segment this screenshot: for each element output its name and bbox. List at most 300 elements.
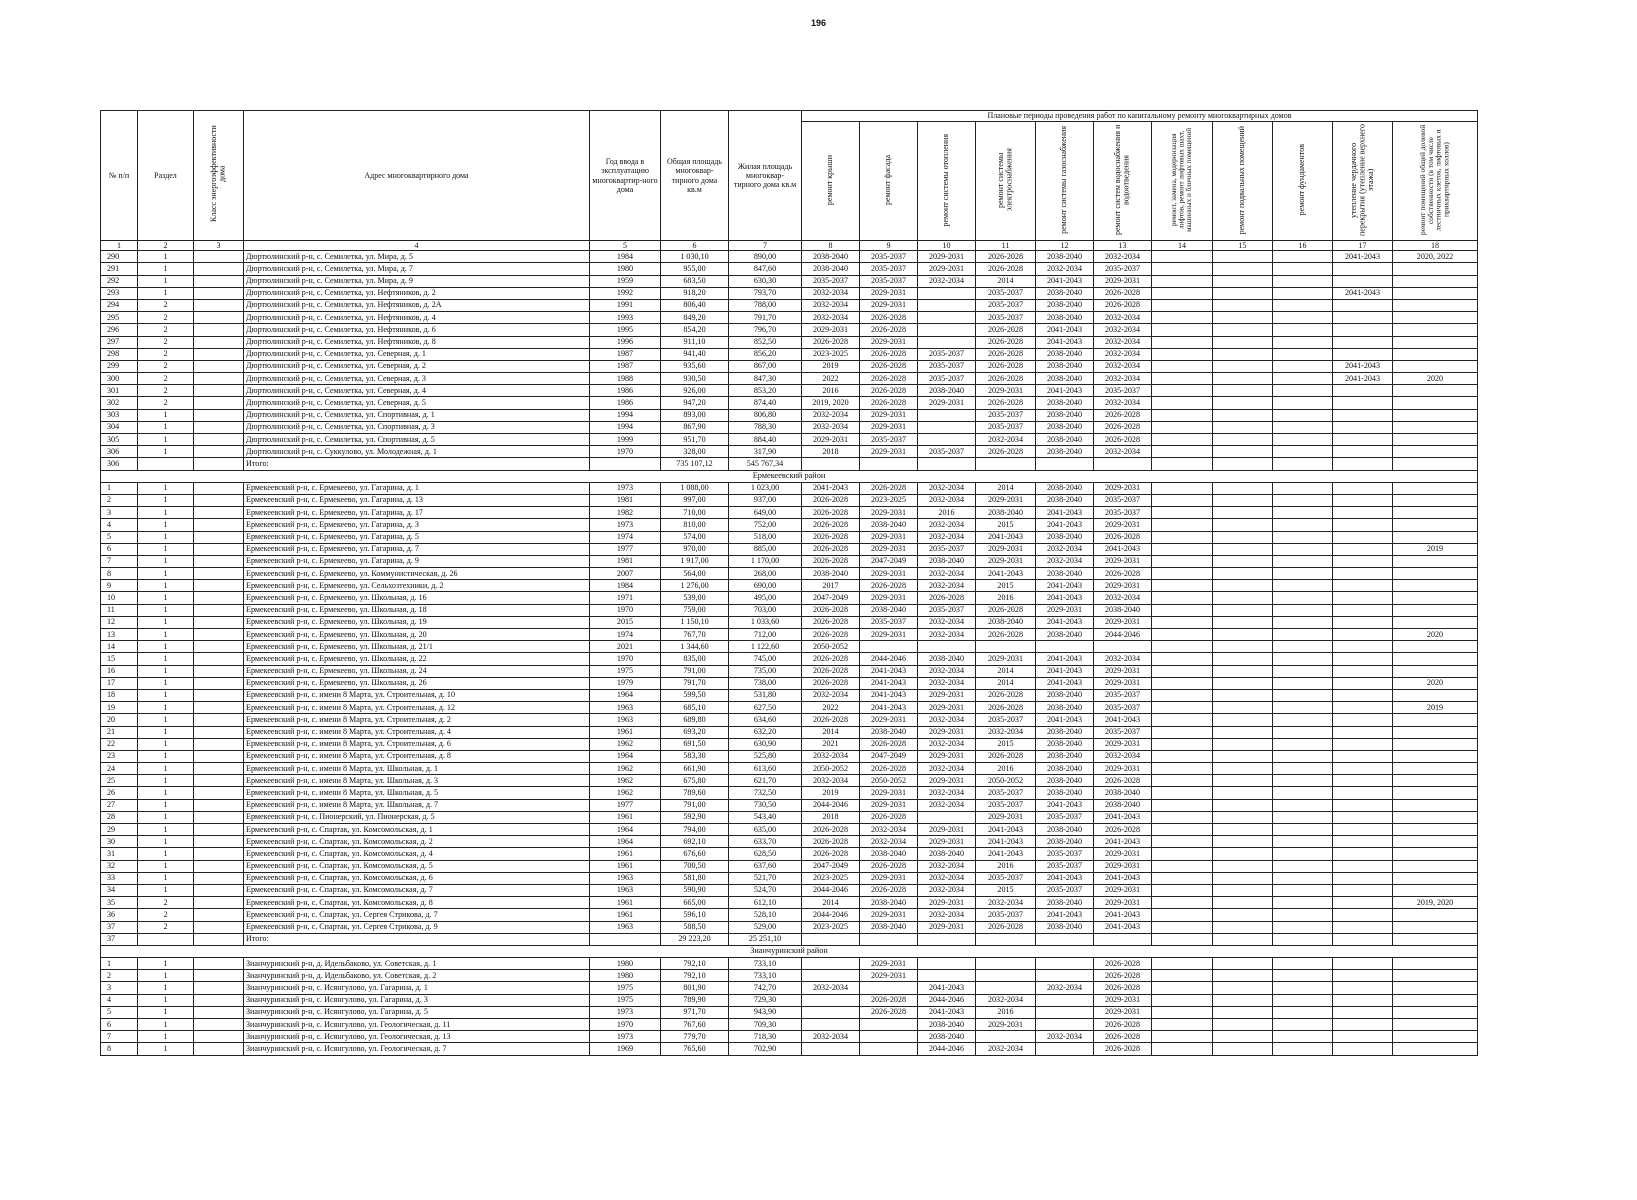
- row-number: 37: [101, 921, 138, 933]
- period-cell: 2041-2043: [1333, 360, 1393, 372]
- table-row: [101, 1031, 1478, 1043]
- period-cell: [1152, 1006, 1213, 1018]
- period-cell: [918, 324, 976, 336]
- period-cell: [1152, 604, 1213, 616]
- col-number: 16: [1273, 241, 1333, 251]
- section-cell: 1: [138, 494, 194, 506]
- period-cell: 2026-2028: [1094, 287, 1152, 299]
- table-row: [101, 714, 1478, 726]
- col-header-basement: ремонт подвальных помещений: [1213, 122, 1273, 241]
- period-cell: 2029-2031: [918, 689, 976, 701]
- period-cell: [1393, 434, 1478, 446]
- energy-class-cell: [194, 641, 244, 653]
- living-area-cell: 796,70: [729, 324, 802, 336]
- period-cell: [1152, 738, 1213, 750]
- period-cell: 2047-2049: [802, 860, 860, 872]
- period-cell: [1273, 1031, 1333, 1043]
- period-cell: [1152, 726, 1213, 738]
- period-cell: [1152, 275, 1213, 287]
- period-cell: [1273, 641, 1333, 653]
- period-cell: 2041-2043: [1036, 714, 1094, 726]
- section-cell: 1: [138, 653, 194, 665]
- period-cell: [1333, 312, 1393, 324]
- period-cell: 2019, 2020: [1393, 897, 1478, 909]
- total-area-cell: 970,00: [661, 543, 729, 555]
- period-cell: [918, 434, 976, 446]
- col-header-heating: ремонт системы отопления: [918, 122, 976, 241]
- section-cell: 2: [138, 336, 194, 348]
- period-cell: [802, 1019, 860, 1031]
- period-cell: [1213, 385, 1273, 397]
- year-cell: 1962: [590, 763, 661, 775]
- col-number: 8: [802, 241, 860, 251]
- row-number: 23: [101, 750, 138, 762]
- period-cell: [918, 409, 976, 421]
- col-header-elevators: ремонт, замена, модернизация лифтов, ремонт лифтовых шахт, машинных и блочных помещений: [1152, 122, 1213, 241]
- period-cell: [1152, 1031, 1213, 1043]
- period-cell: [1036, 1019, 1094, 1031]
- period-cell: 2029-2031: [860, 714, 918, 726]
- period-cell: 2021: [802, 738, 860, 750]
- period-cell: 2016: [976, 592, 1036, 604]
- period-cell: [1213, 653, 1273, 665]
- period-cell: 2032-2034: [1094, 592, 1152, 604]
- period-cell: [802, 958, 860, 970]
- address-cell: Ермекеевский р-н, с. имени 8 Марта, ул. Строительная, д. 8: [244, 750, 590, 762]
- period-cell: [1393, 824, 1478, 836]
- year-cell: 1962: [590, 787, 661, 799]
- col-header-number: № п/п: [101, 111, 138, 241]
- table-row: [101, 677, 1478, 689]
- period-cell: 2041-2043: [1036, 592, 1094, 604]
- living-area-cell: 703,00: [729, 604, 802, 616]
- total-area-cell: 710,00: [661, 507, 729, 519]
- period-cell: [860, 982, 918, 994]
- energy-class-cell: [194, 324, 244, 336]
- period-cell: 2029-2031: [860, 592, 918, 604]
- living-area-cell: 884,40: [729, 434, 802, 446]
- period-cell: [1152, 397, 1213, 409]
- period-cell: 2029-2031: [976, 385, 1036, 397]
- period-cell: 2029-2031: [860, 446, 918, 458]
- period-cell: 2014: [976, 665, 1036, 677]
- period-cell: [1213, 446, 1273, 458]
- section-cell: 2: [138, 312, 194, 324]
- energy-class-cell: [194, 653, 244, 665]
- period-cell: 2018: [802, 811, 860, 823]
- section-cell: 2: [138, 373, 194, 385]
- period-cell: 2023-2025: [802, 348, 860, 360]
- period-cell: [1393, 299, 1478, 311]
- period-cell: [1333, 750, 1393, 762]
- section-cell: 1: [138, 884, 194, 896]
- period-cell: [1152, 958, 1213, 970]
- total-area-cell: 564,00: [661, 568, 729, 580]
- period-cell: [1393, 836, 1478, 848]
- row-number: 5: [101, 531, 138, 543]
- living-area-cell: 791,70: [729, 312, 802, 324]
- year-cell: 1995: [590, 324, 661, 336]
- year-cell: 1973: [590, 1006, 661, 1018]
- period-cell: [1036, 1006, 1094, 1018]
- period-cell: [1152, 287, 1213, 299]
- row-number: 3: [101, 982, 138, 994]
- total-area-cell: 1 276,00: [661, 580, 729, 592]
- period-cell: [1393, 324, 1478, 336]
- total-area-cell: 930,50: [661, 373, 729, 385]
- row-number: 306: [101, 446, 138, 458]
- total-area-cell: 791,70: [661, 677, 729, 689]
- period-cell: 2041-2043: [1094, 811, 1152, 823]
- energy-class-cell: [194, 580, 244, 592]
- period-cell: 2032-2034: [802, 1031, 860, 1043]
- table-row: [101, 897, 1478, 909]
- living-area-cell: 524,70: [729, 884, 802, 896]
- address-cell: Дюртюлинский р-н, с. Семилетка, ул. Мира, д. 9: [244, 275, 590, 287]
- period-cell: [1333, 763, 1393, 775]
- total-area-cell: 789,60: [661, 787, 729, 799]
- year-cell: 1970: [590, 604, 661, 616]
- period-cell: 2038-2040: [918, 1019, 976, 1031]
- row-number: 5: [101, 1006, 138, 1018]
- table-row: [101, 275, 1478, 287]
- period-cell: 2015: [976, 738, 1036, 750]
- row-number: 12: [101, 616, 138, 628]
- period-cell: 2014: [802, 897, 860, 909]
- period-cell: [1152, 409, 1213, 421]
- period-cell: 2019: [802, 360, 860, 372]
- year-cell: 1973: [590, 482, 661, 494]
- section-cell: 1: [138, 726, 194, 738]
- period-cell: [1213, 616, 1273, 628]
- energy-class-cell: [194, 1019, 244, 1031]
- address-cell: Ермекеевский р-н, с. имени 8 Марта, ул. Строительная, д. 4: [244, 726, 590, 738]
- table-row: [101, 604, 1478, 616]
- address-cell: Ермекеевский р-н, с. Ермекеево, ул. Школьная, д. 22: [244, 653, 590, 665]
- period-cell: [1273, 848, 1333, 860]
- row-number: 301: [101, 385, 138, 397]
- period-cell: 2038-2040: [1036, 373, 1094, 385]
- period-cell: 2038-2040: [976, 507, 1036, 519]
- period-cell: [1273, 775, 1333, 787]
- period-cell: [976, 982, 1036, 994]
- address-cell: Ермекеевский р-н, с. имени 8 Марта, ул. Школьная, д. 3: [244, 775, 590, 787]
- period-cell: [1273, 275, 1333, 287]
- period-cell: 2016: [976, 763, 1036, 775]
- living-area-cell: 628,50: [729, 848, 802, 860]
- period-cell: 2038-2040: [918, 653, 976, 665]
- table-row: [101, 336, 1478, 348]
- period-cell: 2026-2028: [1094, 421, 1152, 433]
- period-cell: 2026-2028: [860, 312, 918, 324]
- section-cell: 2: [138, 909, 194, 921]
- year-cell: 1987: [590, 360, 661, 372]
- period-cell: [1213, 689, 1273, 701]
- period-cell: [1393, 726, 1478, 738]
- year-cell: 1987: [590, 348, 661, 360]
- table-row: [101, 921, 1478, 933]
- period-cell: 2029-2031: [1094, 555, 1152, 567]
- year-cell: 1963: [590, 872, 661, 884]
- total-area-cell: 792,10: [661, 970, 729, 982]
- period-cell: [1393, 872, 1478, 884]
- row-number: 19: [101, 702, 138, 714]
- address-cell: Ермекеевский р-н, с. имени 8 Марта, ул. Строительная, д. 2: [244, 714, 590, 726]
- row-number: 290: [101, 251, 138, 263]
- period-cell: [1393, 1019, 1478, 1031]
- period-cell: 2026-2028: [802, 629, 860, 641]
- period-cell: [1393, 616, 1478, 628]
- period-cell: [1273, 531, 1333, 543]
- section-cell: 1: [138, 738, 194, 750]
- period-cell: 2041-2043: [1036, 653, 1094, 665]
- period-cell: [1152, 555, 1213, 567]
- table-row: [101, 348, 1478, 360]
- period-cell: 2035-2037: [1094, 689, 1152, 701]
- period-cell: [1393, 933, 1478, 945]
- section-cell: 1: [138, 251, 194, 263]
- total-area-cell: 955,00: [661, 263, 729, 275]
- period-cell: [1213, 555, 1273, 567]
- living-area-cell: 856,20: [729, 348, 802, 360]
- address-cell: Ермекеевский р-н, с. Спартак, ул. Комсомольская, д. 8: [244, 897, 590, 909]
- period-cell: [1152, 543, 1213, 555]
- period-cell: 2029-2031: [1094, 482, 1152, 494]
- year-cell: 1973: [590, 519, 661, 531]
- period-cell: [1152, 482, 1213, 494]
- row-number: 2: [101, 970, 138, 982]
- period-cell: [1273, 933, 1333, 945]
- section-cell: 1: [138, 531, 194, 543]
- year-cell: 1979: [590, 677, 661, 689]
- period-cell: 2032-2034: [802, 299, 860, 311]
- period-cell: 2023-2025: [860, 494, 918, 506]
- year-cell: 1961: [590, 848, 661, 860]
- period-cell: [1393, 580, 1478, 592]
- table-body: [101, 251, 1478, 1055]
- col-header-year: Год ввода в эксплуатацию многоквартир-ного дома: [590, 111, 661, 241]
- period-cell: [1213, 568, 1273, 580]
- energy-class-cell: [194, 824, 244, 836]
- row-number: 1: [101, 958, 138, 970]
- section-cell: 1: [138, 1043, 194, 1055]
- period-cell: [1333, 543, 1393, 555]
- period-cell: [1273, 592, 1333, 604]
- row-number: 298: [101, 348, 138, 360]
- address-cell: Дюртюлинский р-н, с. Семилетка, ул. Мира, д. 7: [244, 263, 590, 275]
- period-cell: 2041-2043: [860, 689, 918, 701]
- energy-class-cell: [194, 312, 244, 324]
- energy-class-cell: [194, 287, 244, 299]
- district-row: [101, 945, 1478, 957]
- row-number: 28: [101, 811, 138, 823]
- period-cell: [802, 458, 860, 470]
- period-cell: 2032-2034: [1036, 543, 1094, 555]
- period-cell: [1393, 519, 1478, 531]
- period-cell: [1152, 299, 1213, 311]
- energy-class-cell: [194, 811, 244, 823]
- period-cell: [1393, 275, 1478, 287]
- period-cell: 2026-2028: [860, 373, 918, 385]
- period-cell: [1273, 434, 1333, 446]
- address-cell: Зианчуринский р-н, с. Исянгулово, ул. Геологическая, д. 7: [244, 1043, 590, 1055]
- energy-class-cell: [194, 677, 244, 689]
- period-cell: [1273, 385, 1333, 397]
- table-row: [101, 592, 1478, 604]
- section-cell: 1: [138, 263, 194, 275]
- period-cell: [1393, 884, 1478, 896]
- total-label: Итого:: [244, 933, 590, 945]
- address-cell: Дюртюлинский р-н, с. Семилетка, ул. Северная, д. 5: [244, 397, 590, 409]
- energy-class-cell: [194, 531, 244, 543]
- period-cell: [1333, 714, 1393, 726]
- energy-class-cell: [194, 714, 244, 726]
- period-cell: 2032-2034: [860, 824, 918, 836]
- period-cell: [1333, 421, 1393, 433]
- period-cell: 2032-2034: [802, 982, 860, 994]
- period-cell: [1036, 1043, 1094, 1055]
- period-cell: 2026-2028: [976, 336, 1036, 348]
- period-cell: 2016: [918, 507, 976, 519]
- row-number: 35: [101, 897, 138, 909]
- total-area-cell: 700,50: [661, 860, 729, 872]
- address-cell: Ермекеевский р-н, с. имени 8 Марта, ул. Строительная, д. 12: [244, 702, 590, 714]
- year-cell: 1981: [590, 494, 661, 506]
- period-cell: 2041-2043: [1036, 324, 1094, 336]
- year-cell: 1974: [590, 531, 661, 543]
- period-cell: [1213, 1019, 1273, 1031]
- living-area-cell: 1 170,00: [729, 555, 802, 567]
- period-cell: 2026-2028: [1094, 958, 1152, 970]
- period-cell: 2029-2031: [976, 653, 1036, 665]
- section-cell: 1: [138, 1006, 194, 1018]
- period-cell: [802, 1006, 860, 1018]
- table-row: [101, 860, 1478, 872]
- period-cell: 2032-2034: [918, 580, 976, 592]
- total-area-cell: 849,20: [661, 312, 729, 324]
- address-cell: Ермекеевский р-н, с. Ермекеево, ул. Гагарина, д. 5: [244, 531, 590, 543]
- table-row: [101, 251, 1478, 263]
- period-cell: [1152, 799, 1213, 811]
- address-cell: Ермекеевский р-н, с. Ермекеево, ул. Гагарина, д. 13: [244, 494, 590, 506]
- year-cell: 1962: [590, 775, 661, 787]
- period-cell: 2038-2040: [1036, 251, 1094, 263]
- period-cell: [1152, 702, 1213, 714]
- energy-class-cell: [194, 519, 244, 531]
- total-label: Итого:: [244, 458, 590, 470]
- period-cell: [1333, 884, 1393, 896]
- col-header-facade: ремонт фасада: [860, 122, 918, 241]
- period-cell: [1213, 336, 1273, 348]
- period-cell: [1152, 970, 1213, 982]
- total-area-cell: 1 088,00: [661, 482, 729, 494]
- living-area-cell: 613,60: [729, 763, 802, 775]
- year-cell: 1963: [590, 921, 661, 933]
- period-cell: [1333, 897, 1393, 909]
- period-cell: [1213, 726, 1273, 738]
- period-cell: 2038-2040: [802, 251, 860, 263]
- period-cell: 2026-2028: [976, 921, 1036, 933]
- address-cell: Ермекеевский р-н, с. имени 8 Марта, ул. Школьная, д. 1: [244, 763, 590, 775]
- period-cell: [1333, 702, 1393, 714]
- period-cell: 2041-2043: [1094, 872, 1152, 884]
- period-cell: 2038-2040: [1036, 446, 1094, 458]
- period-cell: 2026-2028: [860, 884, 918, 896]
- period-cell: 2035-2037: [1094, 726, 1152, 738]
- period-cell: [1273, 714, 1333, 726]
- address-cell: Ермекеевский р-н, с. Ермекеево, ул. Школьная, д. 20: [244, 629, 590, 641]
- section-cell: 1: [138, 543, 194, 555]
- period-cell: [1273, 373, 1333, 385]
- period-cell: [1273, 397, 1333, 409]
- period-cell: [1393, 287, 1478, 299]
- period-cell: [1333, 994, 1393, 1006]
- period-cell: 2041-2043: [976, 531, 1036, 543]
- table-row: [101, 958, 1478, 970]
- year-cell: 1977: [590, 543, 661, 555]
- row-number: 8: [101, 1043, 138, 1055]
- period-cell: 2041-2043: [976, 568, 1036, 580]
- period-cell: [1152, 641, 1213, 653]
- living-area-cell: 718,30: [729, 1031, 802, 1043]
- period-cell: [1273, 421, 1333, 433]
- living-area-cell: 788,30: [729, 421, 802, 433]
- energy-class-cell: [194, 275, 244, 287]
- period-cell: 2041-2043: [1333, 373, 1393, 385]
- living-area-cell: 745,00: [729, 653, 802, 665]
- period-cell: [1152, 994, 1213, 1006]
- total-area-cell: 1 150,10: [661, 616, 729, 628]
- section-cell: 2: [138, 921, 194, 933]
- energy-class-cell: [194, 434, 244, 446]
- period-cell: [1333, 519, 1393, 531]
- period-cell: 2014: [802, 726, 860, 738]
- energy-class-cell: [194, 629, 244, 641]
- period-cell: [1273, 263, 1333, 275]
- section-cell: 1: [138, 970, 194, 982]
- period-cell: [1213, 299, 1273, 311]
- table-row: [101, 970, 1478, 982]
- period-cell: 2038-2040: [918, 385, 976, 397]
- row-number: 25: [101, 775, 138, 787]
- period-cell: [1273, 897, 1333, 909]
- address-cell: Зианчуринский р-н, с. Исянгулово, ул. Гагарина, д. 5: [244, 1006, 590, 1018]
- period-cell: [1393, 482, 1478, 494]
- table-row: [101, 750, 1478, 762]
- section-cell: 1: [138, 958, 194, 970]
- section-cell: 1: [138, 763, 194, 775]
- period-cell: [1036, 933, 1094, 945]
- period-cell: 2026-2028: [802, 336, 860, 348]
- living-area-cell: 853,20: [729, 385, 802, 397]
- period-cell: 2026-2028: [976, 689, 1036, 701]
- table-row: [101, 848, 1478, 860]
- row-number: 27: [101, 799, 138, 811]
- period-cell: 2041-2043: [1036, 336, 1094, 348]
- period-cell: [1213, 519, 1273, 531]
- period-cell: 2038-2040: [1036, 750, 1094, 762]
- period-cell: [1393, 763, 1478, 775]
- period-cell: 2032-2034: [976, 897, 1036, 909]
- total-area-cell: 951,70: [661, 434, 729, 446]
- period-cell: [1333, 458, 1393, 470]
- period-cell: [1273, 629, 1333, 641]
- col-header-water: ремонт систем водоснабжения и водоотведения: [1094, 122, 1152, 241]
- period-cell: 2026-2028: [976, 629, 1036, 641]
- year-cell: 1991: [590, 299, 661, 311]
- period-cell: 2020: [1393, 629, 1478, 641]
- period-cell: [1152, 531, 1213, 543]
